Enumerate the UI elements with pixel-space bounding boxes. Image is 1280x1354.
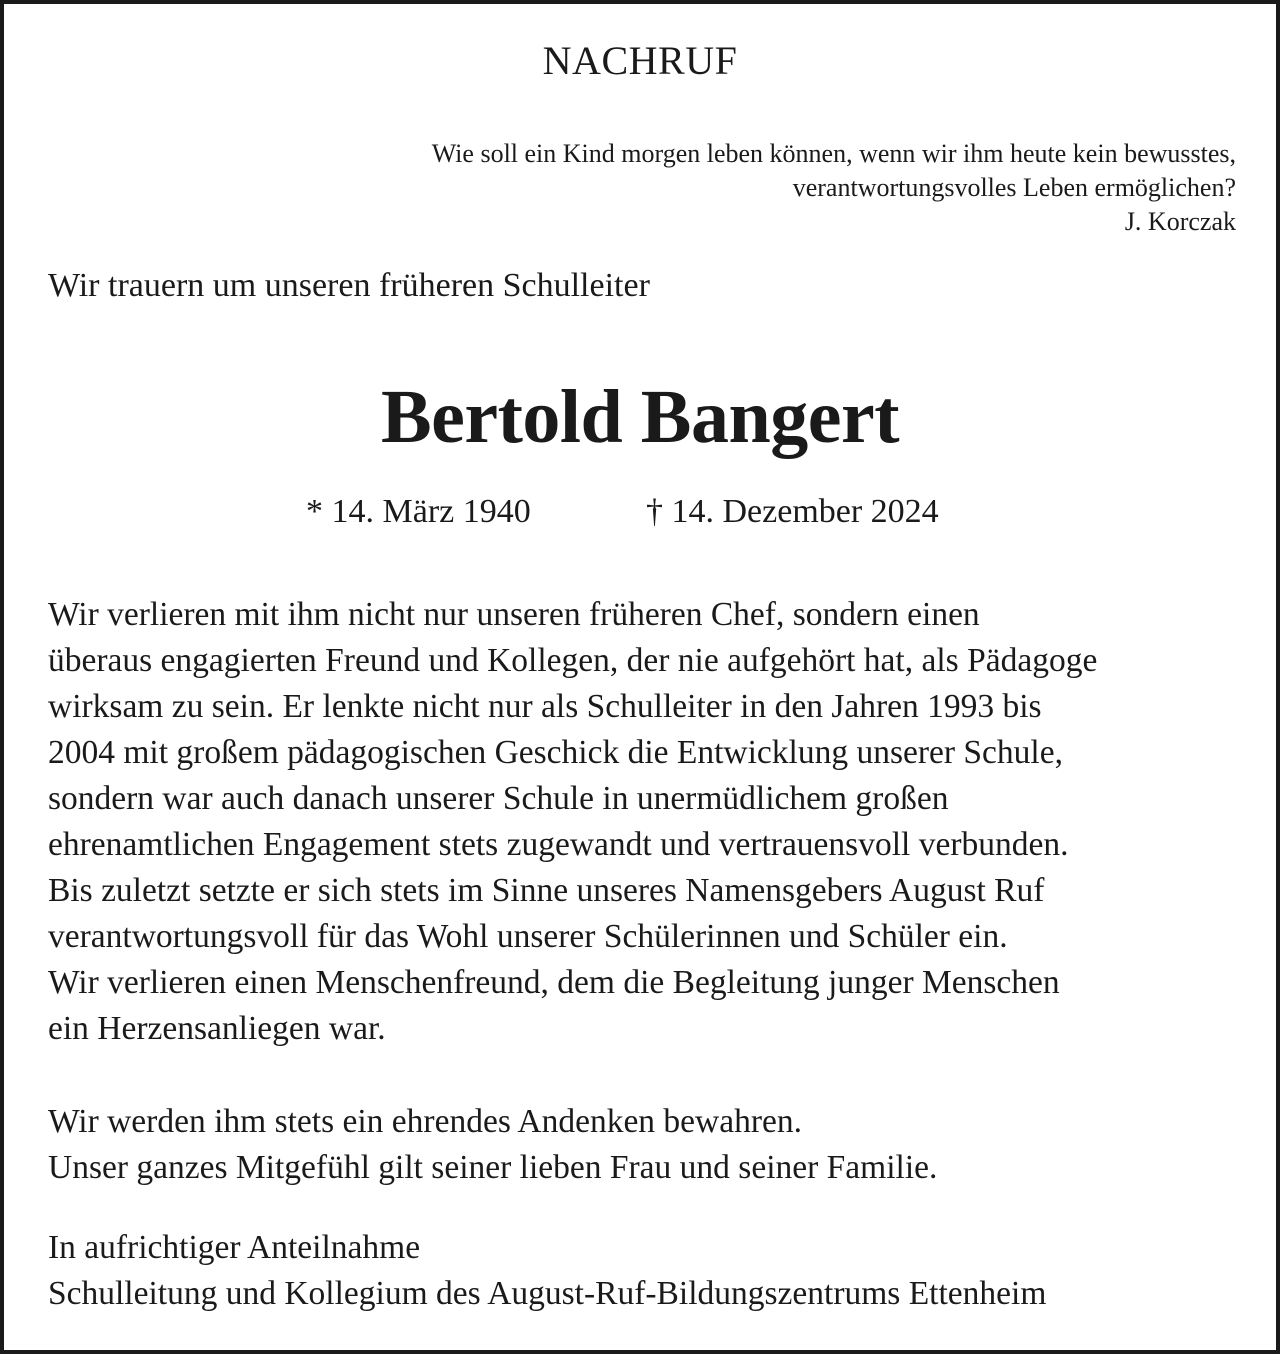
paragraph-line: ein Herzensanliegen war. xyxy=(48,1010,386,1047)
quote-line: verantwortungsvolles Leben ermöglichen? xyxy=(792,173,1236,202)
paragraph-line: wirksam zu sein. Er lenkte nicht nur als Schulleiter in den Jahren 1993 bis xyxy=(48,688,1042,725)
closing-paragraph xyxy=(48,1099,937,1191)
closing-line: Unser ganzes Mitgefühl gilt seiner lieben Frau und seiner Familie. xyxy=(48,1149,938,1186)
signature-sender: Schulleitung und Kollegium des August-Ruf-Bildungszentrums Ettenheim xyxy=(48,1275,1047,1312)
closing-line: Wir werden ihm stets ein ehrendes Andenken bewahren. xyxy=(48,1103,803,1140)
paragraph-line: Wir verlieren einen Menschenfreund, dem die Begleitung junger Menschen xyxy=(48,964,1060,1001)
tribute-paragraph xyxy=(48,592,1097,1052)
paragraph-line: Bis zuletzt setzte er sich stets im Sinne unseres Namensgebers August Ruf xyxy=(48,872,1045,909)
paragraph-line: ehrenamtlichen Engagement stets zugewandt und vertrauensvoll verbunden. xyxy=(48,826,1069,863)
paragraph-line: verantwortungsvoll für das Wohl unserer Schülerinnen und Schüler ein. xyxy=(48,918,1008,955)
paragraph-line: sondern war auch danach unserer Schule in unermüdlichem großen xyxy=(48,780,949,817)
quote-author: J. Korczak xyxy=(1124,207,1236,236)
birth-date: * 14. März 1940 xyxy=(306,493,531,530)
paragraph-line: überaus engagierten Freund und Kollegen, der nie aufgehört hat, als Pädagoge xyxy=(48,642,1098,679)
intro-text: Wir trauern um unseren früheren Schulleiter xyxy=(48,267,650,304)
quote-line: Wie soll ein Kind morgen leben können, wenn wir ihm heute kein bewusstes, xyxy=(431,139,1236,168)
signature-salutation: In aufrichtiger Anteilnahme xyxy=(48,1229,421,1266)
epigraph-quote xyxy=(432,137,1236,239)
paragraph-line: Wir verlieren mit ihm nicht nur unseren früheren Chef, sondern einen xyxy=(48,596,980,633)
signature-block xyxy=(48,1225,1046,1317)
paragraph-line: 2004 mit großem pädagogischen Geschick die Entwicklung unserer Schule, xyxy=(48,734,1063,771)
obituary-heading: NACHRUF xyxy=(542,38,738,83)
deceased-name: Bertold Bangert xyxy=(380,375,900,459)
death-date: † 14. Dezember 2024 xyxy=(646,493,939,530)
